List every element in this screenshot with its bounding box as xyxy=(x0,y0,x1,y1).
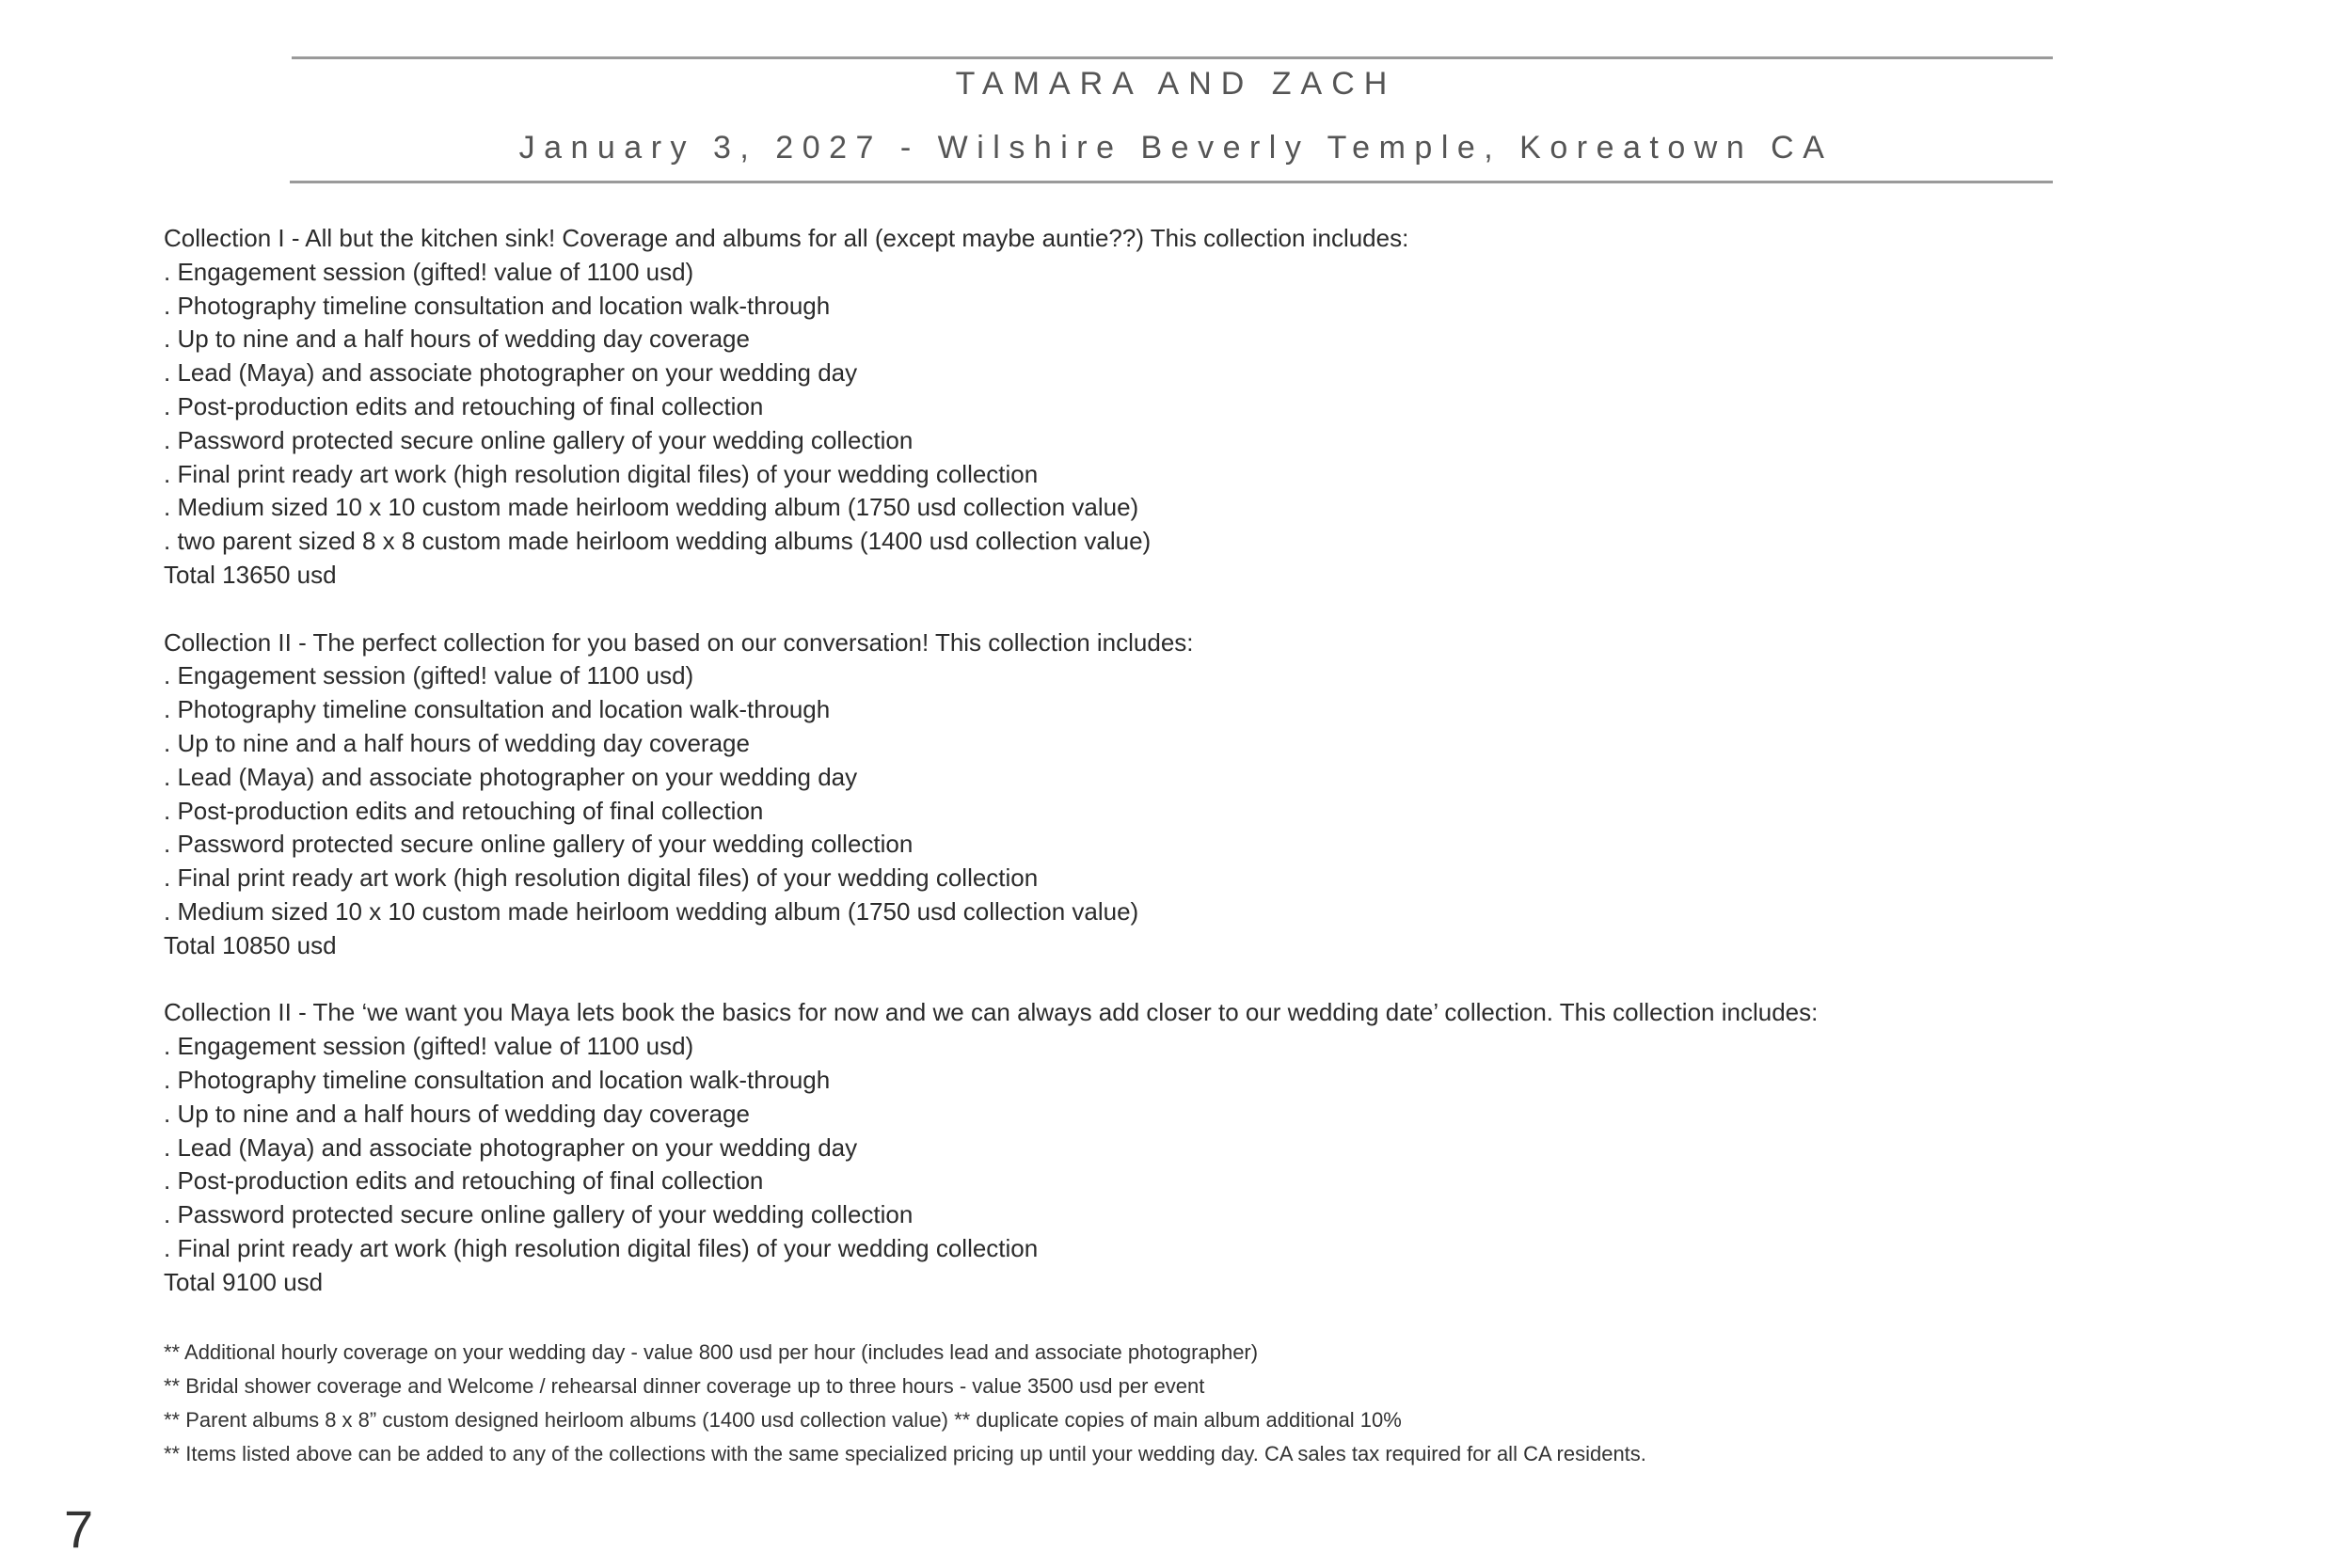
event-date-location: January 3, 2027 - Wilshire Beverly Temple, Koreatown CA xyxy=(518,130,1834,166)
collection-item: . Medium sized 10 x 10 custom made heirloom wedding album (1750 usd collection value) xyxy=(164,493,1139,522)
collection-item: . Post-production edits and retouching of final collection xyxy=(164,391,764,420)
collection-total: Total 13650 usd xyxy=(164,560,337,589)
collection-item: . Engagement session (gifted! value of 1100 usd) xyxy=(164,257,694,286)
collection-item: . Medium sized 10 x 10 custom made heirloom wedding album (1750 usd collection value) xyxy=(164,896,1139,926)
collection-item: . Engagement session (gifted! value of 1100 usd) xyxy=(164,661,694,690)
collection-item: . Up to nine and a half hours of wedding day coverage xyxy=(164,325,750,354)
collection-item: . Post-production edits and retouching of final collection xyxy=(164,1166,764,1196)
collection-item: . Lead (Maya) and associate photographer on your wedding day xyxy=(164,1132,858,1162)
collection-item: . Up to nine and a half hours of wedding day coverage xyxy=(164,728,750,757)
footnotes xyxy=(164,1336,2280,1471)
collection-item: . Password protected secure online gallery of your wedding collection xyxy=(164,1200,914,1229)
collection-item: . Photography timeline consultation and location walk-through xyxy=(164,1065,831,1094)
collection-item: . Password protected secure online gallery of your wedding collection xyxy=(164,425,914,454)
collection-item: . Final print ready art work (high resolution digital files) of your wedding collection xyxy=(164,459,1039,488)
footnote: ** Items listed above can be added to any of the collections with the same specialized pricing up until your wedding day. CA sales tax required for all CA residents. xyxy=(164,1442,1646,1465)
couple-names: TAMARA AND ZACH xyxy=(955,66,1397,102)
collection-3 xyxy=(164,996,2280,1299)
collection-item: . Password protected secure online gallery of your wedding collection xyxy=(164,830,914,859)
collection-total: Total 9100 usd xyxy=(164,1267,324,1296)
collections-list xyxy=(164,222,2280,1300)
collection-title: Collection I - All but the kitchen sink! Coverage and albums for all (except maybe auntie??) This collection includes: xyxy=(164,224,1409,252)
collection-item: . Lead (Maya) and associate photographer on your wedding day xyxy=(164,762,858,791)
collection-title: Collection II - The ‘we want you Maya lets book the basics for now and we can always add closer to our wedding date’ collection. This collection includes: xyxy=(164,998,1819,1027)
collection-total: Total 10850 usd xyxy=(164,930,337,959)
collection-item: . Lead (Maya) and associate photographer on your wedding day xyxy=(164,358,858,388)
footnote: ** Additional hourly coverage on your wedding day - value 800 usd per hour (includes lead and associate photographer) xyxy=(164,1340,1259,1364)
collection-title: Collection II - The perfect collection for you based on our conversation! This collection includes: xyxy=(164,627,1194,657)
collection-item: . Final print ready art work (high resolution digital files) of your wedding collection xyxy=(164,1233,1039,1262)
collection-item: . Final print ready art work (high resolution digital files) of your wedding collection xyxy=(164,863,1039,893)
collection-item: . Photography timeline consultation and location walk-through xyxy=(164,695,831,724)
footnote: ** Bridal shower coverage and Welcome / rehearsal dinner coverage up to three hours - value 3500 usd per event xyxy=(164,1374,1205,1398)
header-bottom-rule xyxy=(290,181,2053,183)
header-top-rule xyxy=(292,56,2053,59)
collection-item: . Photography timeline consultation and location walk-through xyxy=(164,291,831,320)
collection-2 xyxy=(164,626,2280,963)
collection-item: . Post-production edits and retouching of final collection xyxy=(164,796,764,825)
collection-item: . Engagement session (gifted! value of 1100 usd) xyxy=(164,1032,694,1061)
footnote: ** Parent albums 8 x 8” custom designed heirloom albums (1400 usd collection value) ** duplicate copies of main album additional 10% xyxy=(164,1408,1402,1432)
collection-item: . two parent sized 8 x 8 custom made heirloom wedding albums (1400 usd collection value) xyxy=(164,527,1152,556)
collection-item: . Up to nine and a half hours of wedding day coverage xyxy=(164,1099,750,1128)
collection-1 xyxy=(164,222,2280,593)
page-number: 7 xyxy=(64,1499,94,1559)
